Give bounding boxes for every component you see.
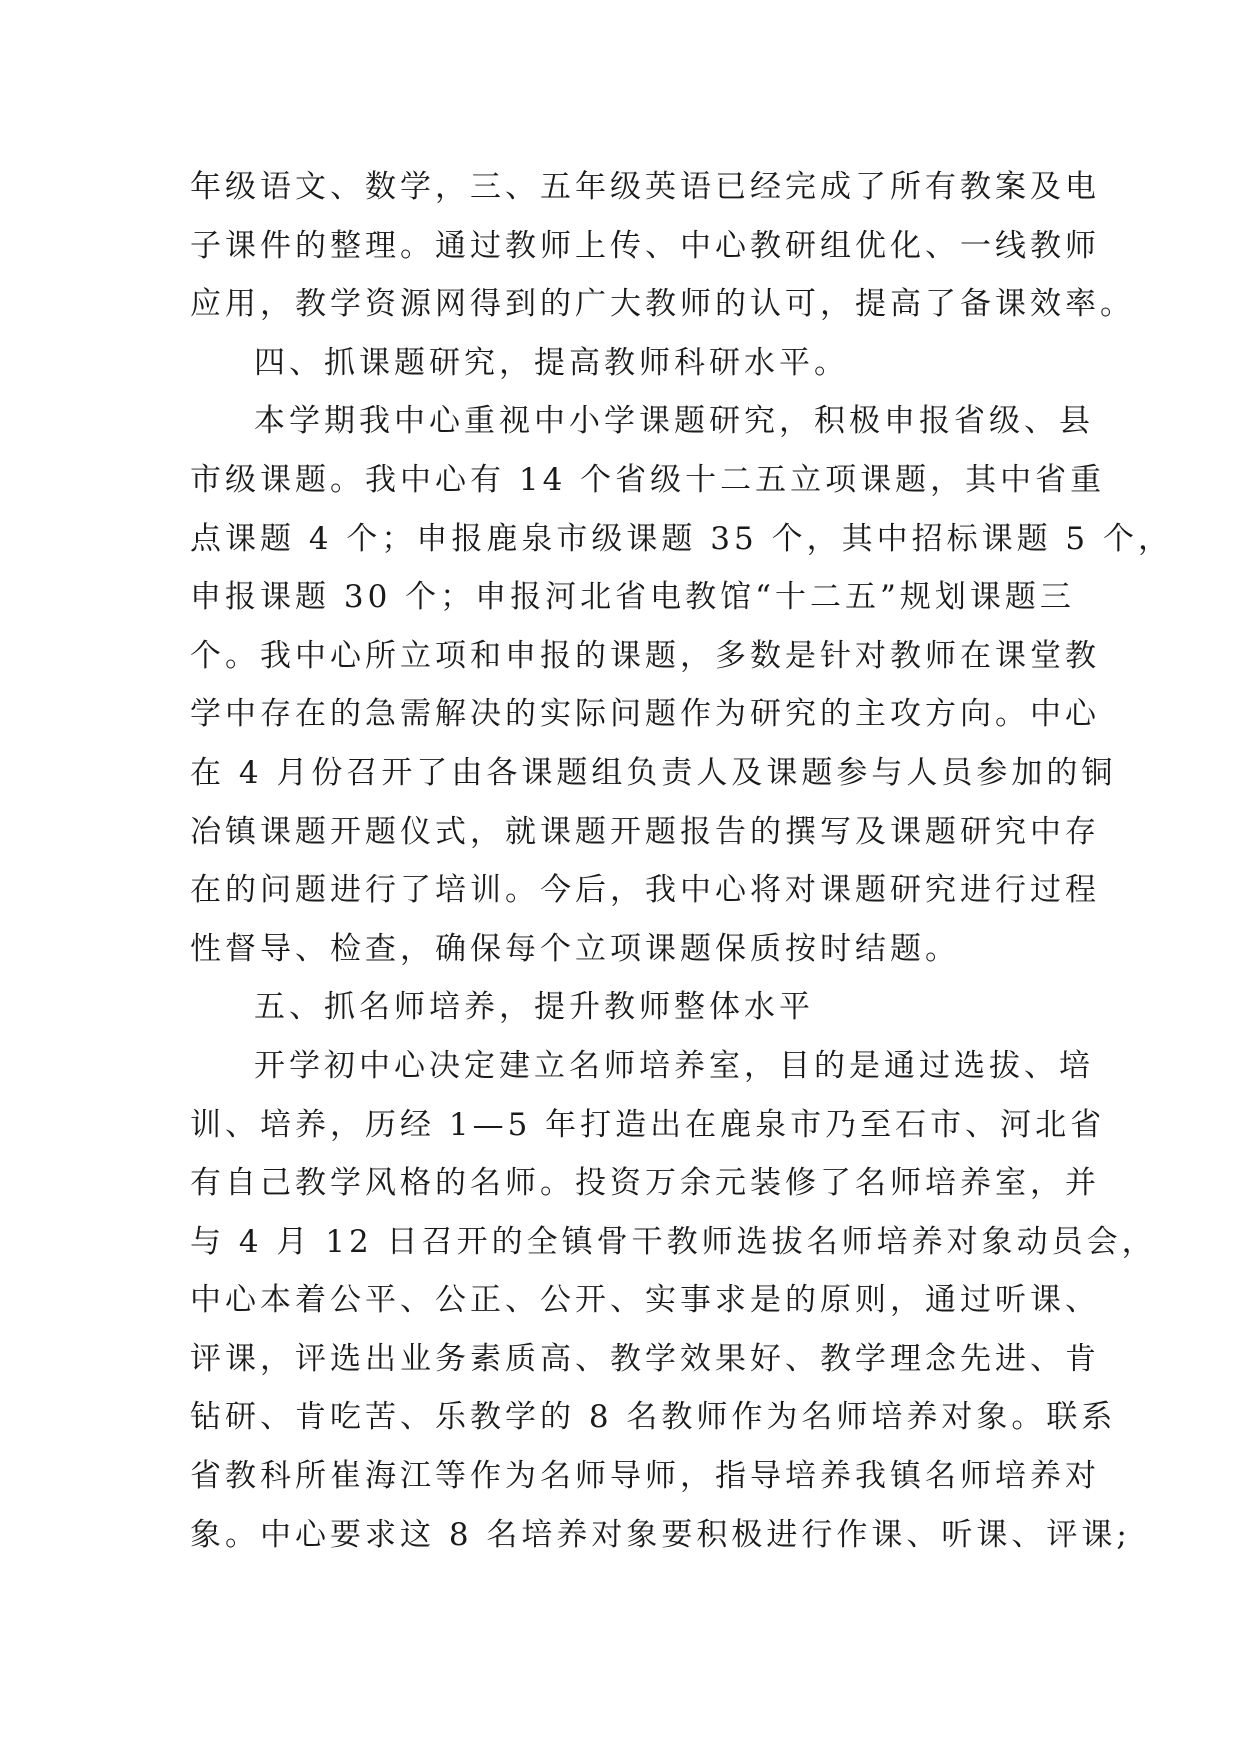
text-line-24: 象。中心要求这 8 名培养对象要积极进行作课、听课、评课;: [190, 1516, 1131, 1553]
text-line-9: 个。我中心所立项和申报的课题，多数是针对教师在课堂教: [190, 637, 1100, 674]
text-line-6: 市级课题。我中心有 14 个省级十二五立项课题，其中省重: [190, 461, 1106, 498]
text-line-12: 冶镇课题开题仪式，就课题开题报告的撰写及课题研究中存: [190, 813, 1100, 850]
text-line-19: 与 4 月 12 日召开的全镇骨干教师选拔名师培养对象动员会，: [190, 1223, 1157, 1260]
text-line-11: 在 4 月份召开了由各课题组负责人及课题参与人员参加的铜: [190, 754, 1117, 791]
text-line-23: 省教科所崔海江等作为名师导师，指导培养我镇名师培养对: [190, 1458, 1100, 1495]
text-line-2: 子课件的整理。通过教师上传、中心教研组优化、一线教师: [190, 227, 1100, 264]
text-line-14: 性督导、检查，确保每个立项课题保质按时结题。: [190, 930, 960, 967]
text-line-8: 申报课题 30 个；申报河北省电教馆“十二五”规划课题三: [190, 579, 1075, 616]
text-line-7: 点课题 4 个；申报鹿泉市级课题 35 个，其中招标课题 5 个，: [190, 520, 1174, 557]
section-heading-4: 四、抓课题研究，提高教师科研水平。: [254, 344, 849, 381]
text-line-18: 有自己教学风格的名师。投资万余元装修了名师培养室，并: [190, 1165, 1100, 1202]
text-line-17: 训、培养，历经 1—5 年打造出在鹿泉市乃至石市、河北省: [190, 1106, 1106, 1143]
text-line-21: 评课，评选出业务素质高、教学效果好、教学理念先进、肯: [190, 1340, 1100, 1377]
text-line-13: 在的问题进行了培训。今后，我中心将对课题研究进行过程: [190, 872, 1100, 909]
section-heading-5: 五、抓名师培养，提升教师整体水平: [254, 989, 814, 1026]
text-line-22: 钻研、肯吃苦、乐教学的 8 名教师作为名师培养对象。联系: [190, 1399, 1117, 1436]
text-line-5: 本学期我中心重视中小学课题研究，积极申报省级、县: [254, 403, 1094, 440]
text-line-10: 学中存在的急需解决的实际问题作为研究的主攻方向。中心: [190, 696, 1100, 733]
text-line-20: 中心本着公平、公正、公开、实事求是的原则，通过听课、: [190, 1282, 1100, 1319]
text-line-3: 应用，教学资源网得到的广大教师的认可，提高了备课效率。: [190, 286, 1135, 323]
document-body: [190, 158, 1174, 1564]
text-line-1: 年级语文、数学，三、五年级英语已经完成了所有教案及电: [190, 169, 1100, 205]
text-line-16: 开学初中心决定建立名师培养室，目的是通过选拔、培: [254, 1047, 1094, 1084]
